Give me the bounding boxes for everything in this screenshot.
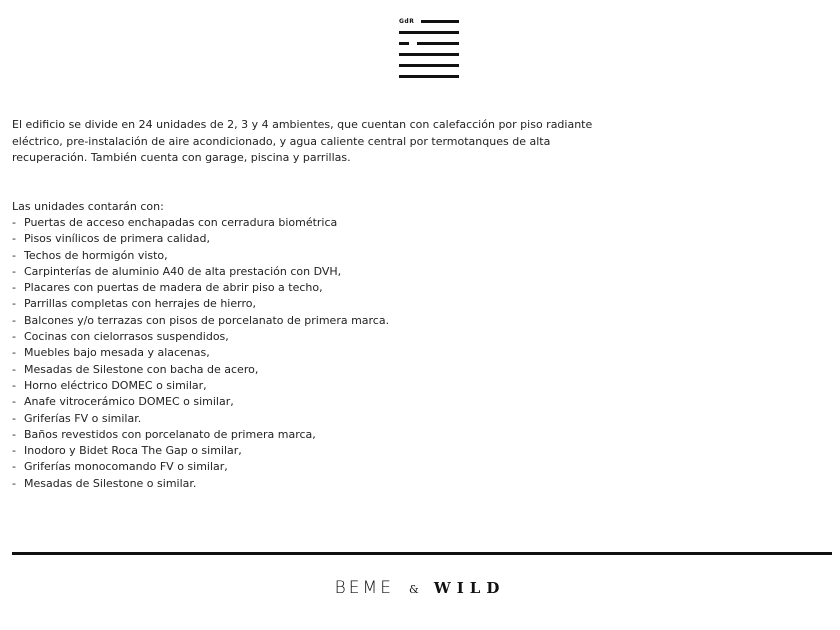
intro-paragraph: El edificio se divide en 24 unidades de 2, 3 y 4 ambientes, que cuentan con calefacción por piso radiante eléctrico, pre-instalación de aire acondicionado, y agua caliente central por termotanques de alta recuperación. También cuenta con garage, piscina y parrillas. (12, 118, 593, 164)
feature-text: Mesadas de Silestone con bacha de acero, (24, 362, 259, 376)
feature-text: Cocinas con cielorrasos suspendidos, (24, 330, 229, 344)
units-title: Las unidades contarán con: (12, 200, 164, 213)
bullet-dash: - (12, 411, 16, 425)
feature-text: Techos de hormigón visto, (24, 248, 168, 262)
bullet-dash: - (12, 476, 16, 490)
logo-bar (399, 75, 459, 78)
feature-item (12, 427, 389, 443)
feature-text: Balcones y/o terrazas con pisos de porcelanato de primera marca. (24, 313, 390, 327)
bullet-dash: - (12, 232, 16, 246)
feature-item (12, 248, 389, 264)
feature-item (12, 345, 389, 361)
feature-item (12, 378, 389, 394)
logo-bar (421, 20, 459, 23)
wild-logo: WILD (433, 579, 506, 597)
feature-text: Pisos vinílicos de primera calidad, (24, 232, 211, 246)
feature-text: Horno eléctrico DOMEC o similar, (24, 378, 207, 392)
feature-text: Griferías monocomando FV o similar, (24, 460, 228, 474)
features-list (12, 215, 389, 492)
bullet-dash: - (12, 264, 16, 278)
feature-text: Anafe vitrocerámico DOMEC o similar, (24, 395, 234, 409)
footer-divider (12, 552, 832, 555)
feature-item (12, 394, 389, 410)
logo-tag: GdR (399, 18, 415, 25)
feature-item (12, 280, 389, 296)
feature-item (12, 443, 389, 459)
logo-bar (417, 42, 459, 45)
feature-item (12, 264, 389, 280)
feature-item (12, 459, 389, 475)
feature-text: Placares con puertas de madera de abrir piso a techo, (24, 281, 323, 295)
bullet-dash: - (12, 378, 16, 392)
feature-item (12, 215, 389, 231)
feature-text: Puertas de acceso enchapadas con cerradura biométrica (24, 216, 338, 229)
footer-brands (0, 578, 840, 598)
feature-item (12, 411, 389, 427)
feature-item (12, 476, 389, 492)
beme-logo: BEME (334, 578, 394, 598)
feature-text: Muebles bajo mesada y alacenas, (24, 346, 210, 360)
bullet-dash: - (12, 460, 16, 474)
feature-text: Inodoro y Bidet Roca The Gap o similar, (24, 444, 242, 458)
logo-bar (399, 31, 459, 34)
feature-item (12, 231, 389, 247)
bullet-dash: - (12, 427, 16, 441)
bullet-dash: - (12, 248, 16, 262)
feature-text: Griferías FV o similar. (24, 411, 142, 425)
feature-text: Baños revestidos con porcelanato de primera marca, (24, 427, 316, 441)
feature-item (12, 296, 389, 312)
bullet-dash: - (12, 216, 16, 229)
logo-bar (399, 64, 459, 67)
feature-item (12, 362, 389, 378)
feature-text: Parrillas completas con herrajes de hierro, (24, 297, 256, 311)
feature-text: Mesadas de Silestone o similar. (24, 476, 197, 490)
bullet-dash: - (12, 330, 16, 344)
bullet-dash: - (12, 281, 16, 295)
feature-item (12, 313, 389, 329)
bullet-dash: - (12, 313, 16, 327)
logo-bar (399, 42, 409, 45)
bullet-dash: - (12, 395, 16, 409)
gdr-logo (397, 18, 461, 84)
ampersand: & (409, 583, 419, 596)
bullet-dash: - (12, 444, 16, 458)
bullet-dash: - (12, 346, 16, 360)
feature-text: Carpinterías de aluminio A40 de alta prestación con DVH, (24, 264, 342, 278)
logo-bar (399, 53, 459, 56)
bullet-dash: - (12, 362, 16, 376)
bullet-dash: - (12, 297, 16, 311)
feature-item (12, 329, 389, 345)
